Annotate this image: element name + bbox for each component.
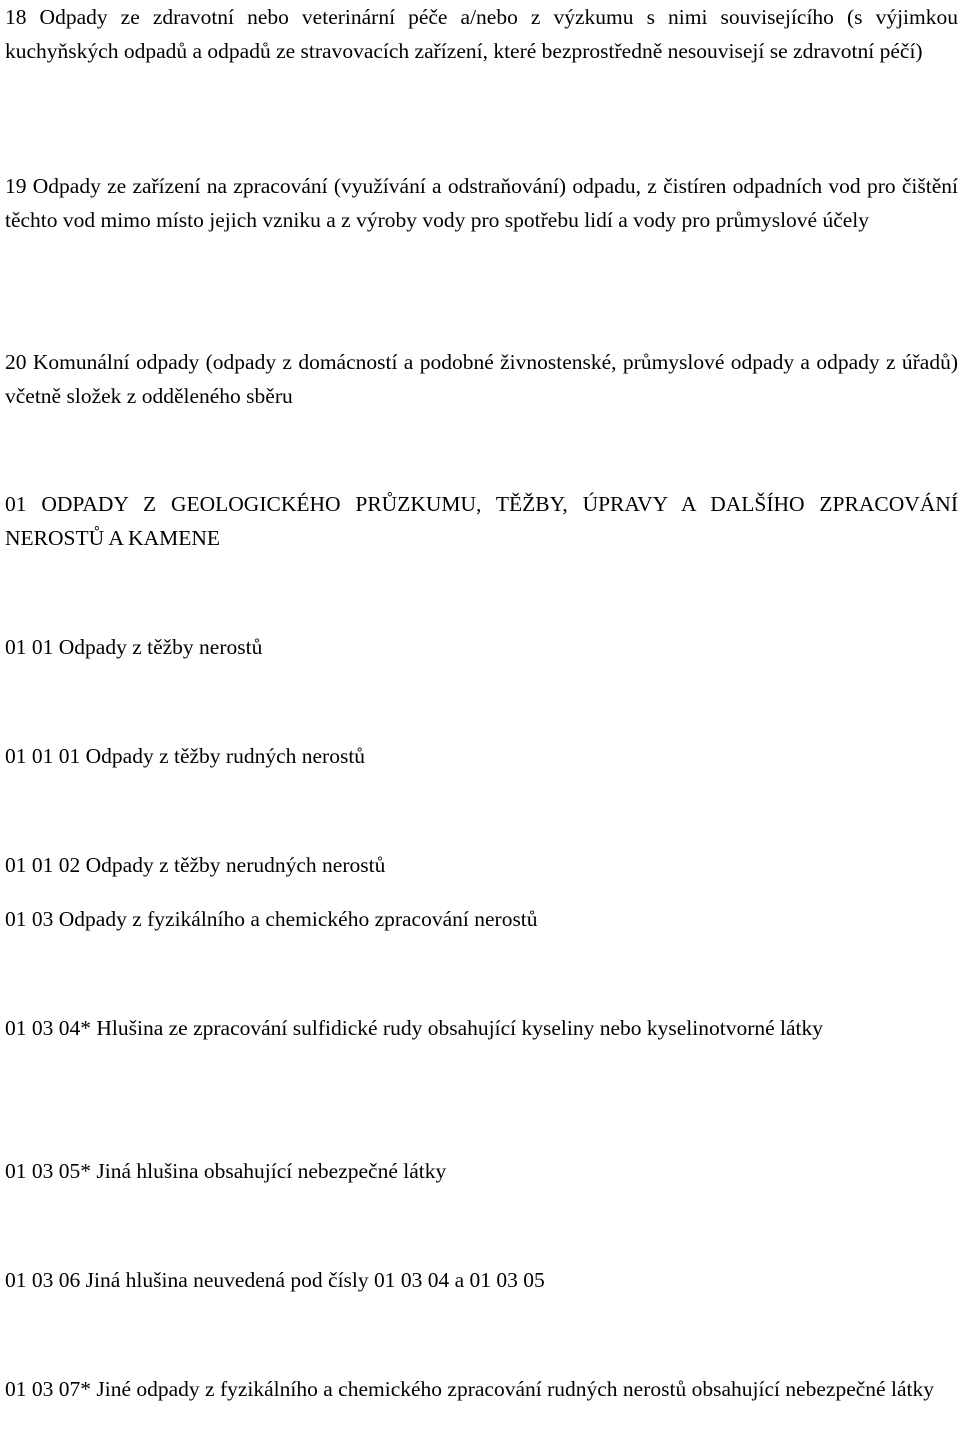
- waste-code-01-01-02: 01 01 02 Odpady z těžby nerudných nerostů: [5, 853, 386, 877]
- waste-group-01-heading: 01 ODPADY Z GEOLOGICKÉHO PRŮZKUMU, TĚŽBY, ÚPRAVY A DALŠÍHO ZPRACOVÁNÍ NEROSTŮ A KAMENE: [5, 492, 958, 550]
- waste-code-01-03-06: 01 03 06 Jiná hlušina neuvedená pod čísly 01 03 04 a 01 03 05: [5, 1268, 545, 1292]
- waste-code-01-03-07: 01 03 07* Jiné odpady z fyzikálního a chemického zpracování rudných nerostů obsahující nebezpečné látky: [5, 1377, 934, 1401]
- waste-code-01-03-04: 01 03 04* Hlušina ze zpracování sulfidické rudy obsahující kyseliny nebo kyselinotvorné látky: [5, 1016, 824, 1040]
- waste-subgroup-01-03: 01 03 Odpady z fyzikálního a chemického zpracování nerostů: [5, 907, 538, 931]
- waste-category-19: 19 Odpady ze zařízení na zpracování (využívání a odstraňování) odpadu, z čistíren odpadních vod pro čištění těchto vod mimo místo jejich vzniku a z výroby vody pro spotřebu lidí a vody pro průmyslové účely: [5, 174, 958, 232]
- waste-code-01-01-01: 01 01 01 Odpady z těžby rudných nerostů: [5, 744, 366, 768]
- waste-category-20: 20 Komunální odpady (odpady z domácností a podobné živnostenské, průmyslové odpady a odpady z úřadů) včetně složek z odděleného sběru: [5, 350, 958, 408]
- waste-subgroup-01-01: 01 01 Odpady z těžby nerostů: [5, 635, 263, 659]
- waste-category-18: 18 Odpady ze zdravotní nebo veterinární péče a/nebo z výzkumu s nimi souvisejícího (s výjimkou kuchyňských odpadů a odpadů ze stravovacích zařízení, které bezprostředně nesouvisejí se zdravotní péčí): [5, 5, 958, 63]
- waste-code-01-03-05: 01 03 05* Jiná hlušina obsahující nebezpečné látky: [5, 1159, 447, 1183]
